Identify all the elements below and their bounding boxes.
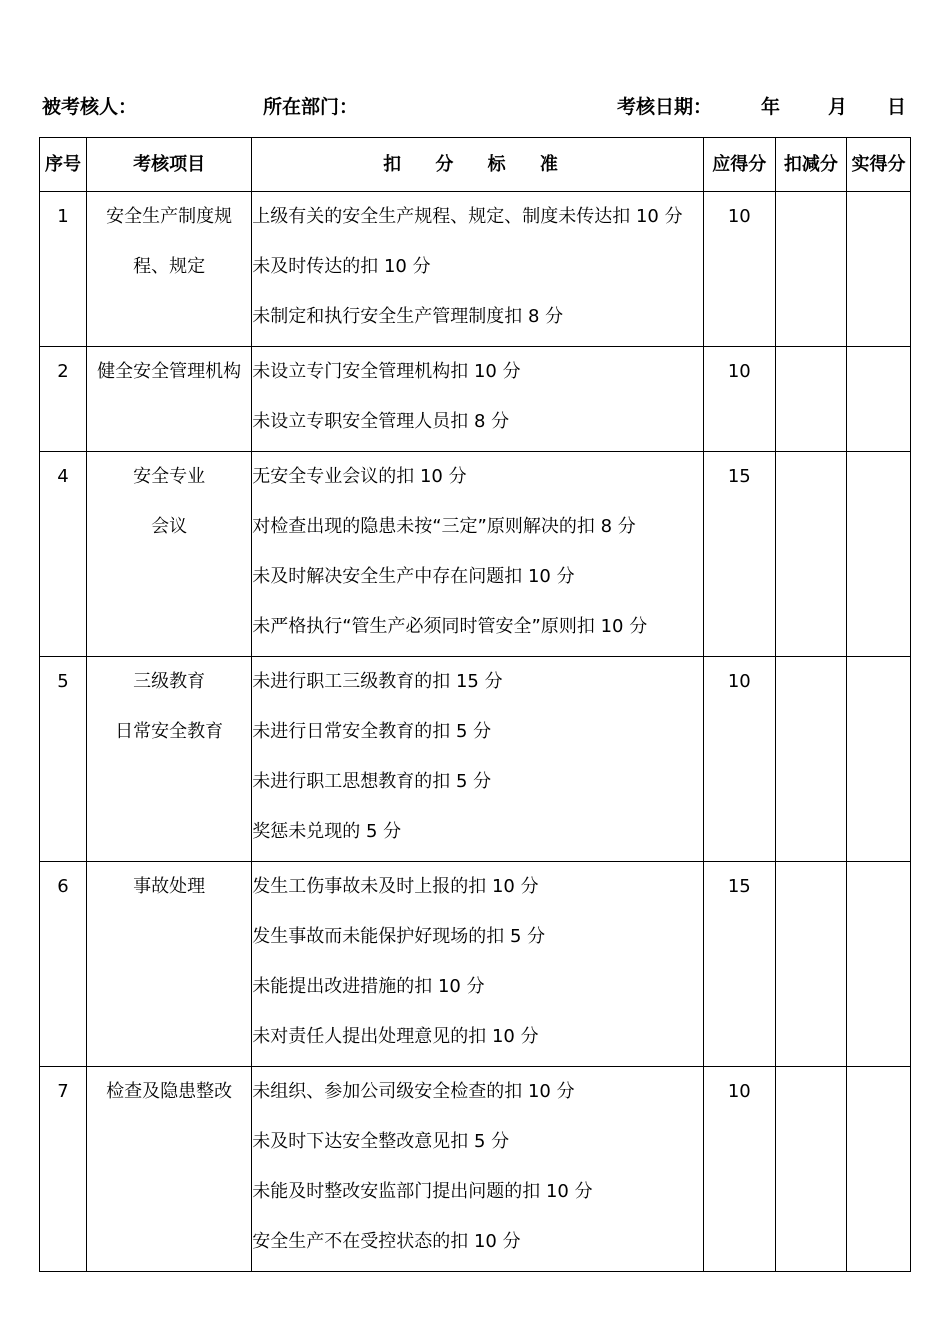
table-row: [40, 192, 911, 347]
table-row: [40, 657, 911, 862]
assessment-item-text: 会议: [151, 516, 188, 537]
table-row: [40, 452, 911, 657]
actual-score-cell[interactable]: [846, 862, 910, 1067]
deduction-standard-text: 无安全专业会议的扣 10 分: [252, 466, 467, 487]
deduction-standard-text: 未能及时整改安监部门提出问题的扣 10 分: [252, 1181, 593, 1202]
deduction-standard-cell: [252, 1067, 704, 1272]
deduct-score-cell[interactable]: [775, 657, 846, 862]
actual-score-cell[interactable]: [846, 1067, 910, 1272]
deduction-standard-text: 对检查出现的隐患未按“三定”原则解决的扣 8 分: [252, 516, 636, 537]
row-number: 1: [40, 192, 87, 347]
table-row: [40, 1067, 911, 1272]
assessment-table: [39, 137, 911, 1272]
deduct-score-cell[interactable]: [775, 452, 846, 657]
assessment-item-text: 检查及隐患整改: [106, 1081, 233, 1102]
assessment-item-cell: [87, 347, 252, 452]
deduction-standard-text: 未设立专门安全管理机构扣 10 分: [252, 361, 521, 382]
col-header-no: 序号: [40, 138, 87, 192]
assessment-item-text: 安全专业: [133, 466, 206, 487]
deduction-standard-text: 未及时解决安全生产中存在问题扣 10 分: [252, 566, 575, 587]
deduction-standard-text: 未制定和执行安全生产管理制度扣 8 分: [252, 306, 564, 327]
deduction-standard-text: 未对责任人提出处理意见的扣 10 分: [252, 1026, 539, 1047]
deduction-standard-text: 未及时下达安全整改意见扣 5 分: [252, 1131, 510, 1152]
deduction-standard-text: 未设立专职安全管理人员扣 8 分: [252, 411, 510, 432]
deduction-standard-text: 发生事故而未能保护好现场的扣 5 分: [252, 926, 546, 947]
deduction-standard-cell: [252, 452, 704, 657]
actual-score-cell[interactable]: [846, 657, 910, 862]
assessment-item-text: 事故处理: [133, 876, 206, 897]
assessment-item-cell: [87, 657, 252, 862]
should-score-cell: 15: [703, 452, 775, 657]
deduction-standard-text: 未进行日常安全教育的扣 5 分: [252, 721, 492, 742]
row-number: 5: [40, 657, 87, 862]
row-number: 6: [40, 862, 87, 1067]
row-number: 7: [40, 1067, 87, 1272]
col-header-item: 考核项目: [87, 138, 252, 192]
assessment-item-cell: [87, 452, 252, 657]
deduction-standard-cell: [252, 657, 704, 862]
assessment-item-text: 程、规定: [133, 256, 206, 277]
table-row: [40, 862, 911, 1067]
deduction-standard-text: 未进行职工思想教育的扣 5 分: [252, 771, 492, 792]
table-header-row: [40, 138, 911, 192]
should-score-cell: 10: [703, 1067, 775, 1272]
col-header-deduct-score: 扣减分: [775, 138, 846, 192]
deduction-standard-text: 发生工伤事故未及时上报的扣 10 分: [252, 876, 539, 897]
deduct-score-cell[interactable]: [775, 1067, 846, 1272]
assessment-item-text: 健全安全管理机构: [97, 361, 242, 382]
department-label: 所在部门：: [263, 96, 359, 118]
row-number: 4: [40, 452, 87, 657]
should-score-cell: 15: [703, 862, 775, 1067]
form-header: [0, 92, 950, 122]
col-header-standard: 扣 分 标 准: [252, 138, 704, 192]
assessment-item-text: 三级教育: [133, 671, 206, 692]
deduct-score-cell[interactable]: [775, 862, 846, 1067]
actual-score-cell[interactable]: [846, 452, 910, 657]
deduct-score-cell[interactable]: [775, 347, 846, 452]
deduct-score-cell[interactable]: [775, 192, 846, 347]
deduction-standard-text: 未及时传达的扣 10 分: [252, 256, 431, 277]
deduction-standard-cell: [252, 862, 704, 1067]
deduction-standard-text: 安全生产不在受控状态的扣 10 分: [252, 1231, 521, 1252]
deduction-standard-cell: [252, 347, 704, 452]
year-label: 年: [761, 96, 781, 118]
month-label: 月: [828, 96, 848, 118]
assessment-item-cell: [87, 862, 252, 1067]
actual-score-cell[interactable]: [846, 347, 910, 452]
should-score-cell: 10: [703, 192, 775, 347]
deduction-standard-text: 未进行职工三级教育的扣 15 分: [252, 671, 503, 692]
day-label: 日: [887, 96, 907, 118]
assessment-item-text: 日常安全教育: [115, 721, 224, 742]
actual-score-cell[interactable]: [846, 192, 910, 347]
deduction-standard-text: 上级有关的安全生产规程、规定、制度未传达扣 10 分: [252, 206, 683, 227]
deduction-standard-text: 未能提出改进措施的扣 10 分: [252, 976, 485, 997]
table-body: [40, 192, 911, 1272]
assessment-item-cell: [87, 192, 252, 347]
deduction-standard-cell: [252, 192, 704, 347]
row-number: 2: [40, 347, 87, 452]
should-score-cell: 10: [703, 347, 775, 452]
table-row: [40, 347, 911, 452]
deduction-standard-text: 未严格执行“管生产必须同时管安全”原则扣 10 分: [252, 616, 648, 637]
should-score-cell: 10: [703, 657, 775, 862]
assessment-item-text: 安全生产制度规: [106, 206, 233, 227]
deduction-standard-text: 奖惩未兑现的 5 分: [252, 821, 402, 842]
col-header-actual-score: 实得分: [846, 138, 910, 192]
deduction-standard-text: 未组织、参加公司级安全检查的扣 10 分: [252, 1081, 575, 1102]
assessment-item-cell: [87, 1067, 252, 1272]
col-header-should-score: 应得分: [703, 138, 775, 192]
assessment-date-label: 考核日期：: [617, 96, 713, 118]
assessee-label: 被考核人：: [42, 96, 138, 118]
